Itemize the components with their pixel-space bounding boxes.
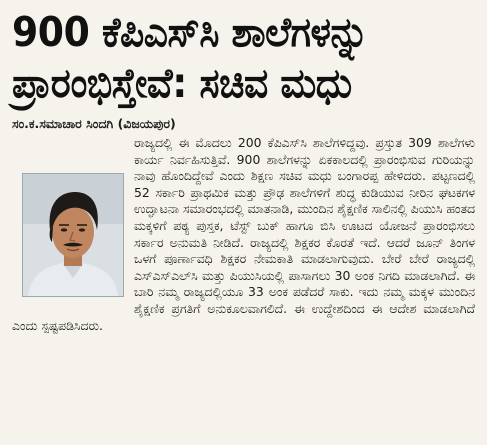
- headline-line-1: 900 ಕೆಪಿಎಸ್‌ಸಿ ಶಾಲೆಗಳನ್ನು: [12, 8, 369, 56]
- headline-line-2: ಪ್ರಾರಂಭಿಸ್ತೇವೆ: ಸಚಿವ ಮಧು: [12, 59, 352, 107]
- minister-photo: [22, 173, 124, 297]
- byline: ಸಂ.ಕ.ಸಮಾಚಾರ ಸಿಂದಗಿ (ವಿಜಯಪುರ): [12, 116, 176, 131]
- headline: [12, 8, 475, 107]
- article-body: [12, 135, 475, 334]
- person-photo-icon: [23, 174, 123, 296]
- article-text: ರಾಜ್ಯದಲ್ಲಿ ಈ ಮೊದಲು 200 ಕೆಪಿಎಸ್‌ಸಿ ಶಾಲೆಗಳಿದ್ದವು. ಪ್ರಸ್ತುತ 309 ಶಾಲೆಗಳು ಕಾರ್ಯ ನಿರ್ವಹಿಸುತ್ತಿವೆ. 900 ಶಾಲೆಗಳನ್ನು ಏಕಕಾಲದಲ್ಲಿ ಪ್ರಾರಂಭಿಸುವ ಗುರಿಯನ್ನು ನಾವು ಹೊಂದಿದ್ದೇವೆ ಎಂದು ಶಿಕ್ಷಣ ಸಚಿವ ಮಧು ಬಂಗಾರಪ್ಪ ಹೇಳಿದರು. ಪಟ್ಟಣದಲ್ಲಿ 52 ಸರ್ಕಾರಿ ಪ್ರಾಥಮಿಕ ಮತ್ತು ಪ್ರೌಢ ಶಾಲೆಗಳಿಗೆ ಶುದ್ಧ ಕುಡಿಯುವ ನೀರಿನ ಘಟಕಗಳ ಉದ್ಘಾಟನಾ ಸಮಾರಂಭದಲ್ಲಿ ಮಾತನಾಡಿ, ಮುಂದಿನ ಶೈಕ್ಷಣಿಕ ಸಾಲಿನಲ್ಲಿ ಪಿಯುಸಿ ಹಂತದ ಮಕ್ಕಳಿಗೆ ಪಠ್ಯ ಪುಸ್ತಕ, ಟೆಸ್ಟ್ ಬುಕ್ ಹಾಗೂ ಬಿಸಿ ಊಟದ ಯೋಜನೆ ಪ್ರಾರಂಭಿಸಲು ಸರ್ಕಾರ ಅನುಮತಿ ನೀಡಿದೆ. ರಾಜ್ಯದಲ್ಲಿ ಶಿಕ್ಷಕರ ಕೊರತೆ ಇದೆ. ಆದರೆ ಜೂನ್ ತಿಂಗಳ ಒಳಗೆ ಪೂರ್ಣಾವಧಿ ಶಿಕ್ಷಕರ ನೇಮಕಾತಿ ಮಾಡಲಾಗುವುದು. ಬೇರೆ ಬೇರೆ ರಾಜ್ಯದಲ್ಲಿ ಎಸ್‌ಎಸ್‌ಎಲ್‌ಸಿ ಮತ್ತು ಪಿಯುಸಿಯಲ್ಲಿ ಪಾಸಾಗಲು 30 ಅಂಕ ನಿಗದಿ ಮಾಡಲಾಗಿದೆ. ಈ ಬಾರಿ ನಮ್ಮ ರಾಜ್ಯದಲ್ಲಿಯೂ 33 ಅಂಕ ಪಡೆದರೆ ಸಾಕು. ಇದು ನಮ್ಮ ಮಕ್ಕಳ ಮುಂದಿನ ಶೈಕ್ಷಣಿಕ ಪ್ರಗತಿಗೆ ಅನುಕೂಲವಾಗಲಿದೆ. ಈ ಉದ್ದೇಶದಿಂದ ಈ ಆದೇಶ ಮಾಡಲಾಗಿದೆ ಎಂದು ಸ್ಪಷ್ಟಪಡಿಸಿದರು.: [12, 135, 475, 333]
